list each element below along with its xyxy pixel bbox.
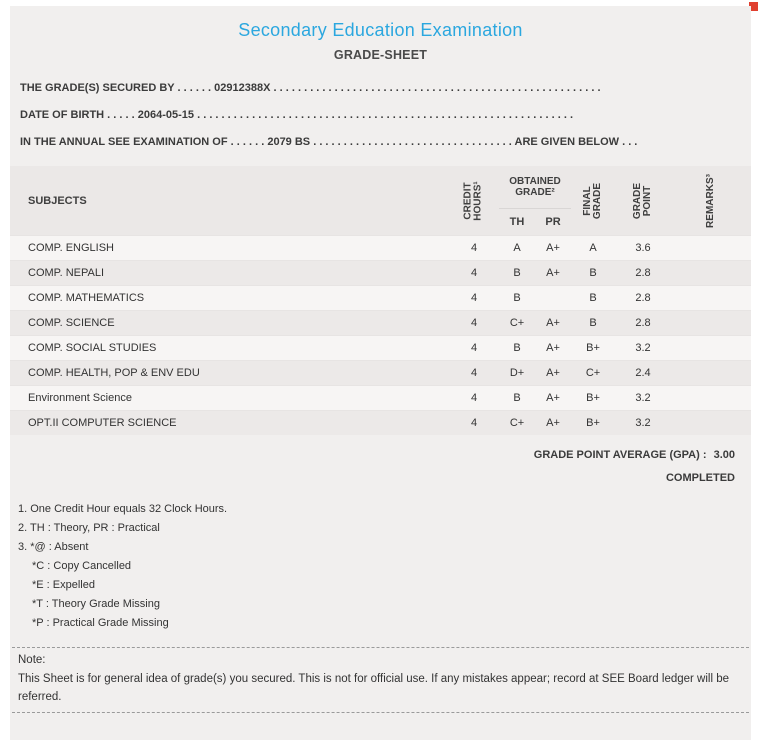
remarks-cell — [671, 361, 751, 386]
col-header-credit-hours — [449, 166, 499, 236]
final-grade-line1: FINAL — [582, 185, 593, 216]
candidate-info — [10, 75, 751, 156]
th-grade-cell: B — [499, 261, 535, 286]
table-body — [10, 236, 751, 436]
obtained-grade-label: OBTAINED GRADE² — [509, 176, 561, 198]
remarks-cell — [671, 261, 751, 286]
credit-hours-line1: CREDIT — [462, 181, 474, 220]
dotted-leader: . . . . . . . . . . . . . . . . . . . . . . . . . . . . . . . . . . . . . . . . . . . . . . . . . . . . . . — [273, 82, 601, 94]
table-row — [10, 336, 751, 361]
grade-sheet-panel — [10, 6, 751, 740]
table-row — [10, 261, 751, 286]
credit-hours-rotated-label — [464, 181, 484, 220]
table-header — [10, 166, 751, 236]
remarks-cell — [671, 236, 751, 261]
final-grade-line2: GRADE — [592, 182, 603, 219]
subject-cell: COMP. SCIENCE — [10, 311, 449, 336]
final-grade-cell: B+ — [571, 336, 615, 361]
subject-cell: COMP. MATHEMATICS — [10, 286, 449, 311]
table-row — [10, 386, 751, 411]
note-heading: Note: — [18, 654, 46, 666]
pr-grade-cell: A+ — [535, 261, 571, 286]
grade-point-cell: 3.2 — [615, 336, 671, 361]
note-text: This Sheet is for general idea of grade(s) you secured. This is not for official use. If any mistakes appear; record at SEE Board ledger will be referred. — [18, 673, 730, 703]
table-row — [10, 311, 751, 336]
credit-hours-cell: 4 — [449, 386, 499, 411]
final-grade-cell: B+ — [571, 411, 615, 436]
col-header-obtained-grade — [499, 166, 571, 209]
footnotes — [10, 500, 751, 633]
date-of-birth-line — [20, 102, 741, 129]
page-title: Secondary Education Examination — [238, 20, 523, 40]
credit-hours-cell: 4 — [449, 261, 499, 286]
final-grade-cell: B — [571, 286, 615, 311]
footnote-item: 1. One Credit Hour equals 32 Clock Hours. — [18, 503, 228, 515]
remarks-line1: REMARKS³ — [704, 174, 716, 228]
grade-point-cell: 2.8 — [615, 311, 671, 336]
grade-point-cell: 3.6 — [615, 236, 671, 261]
subject-cell: COMP. NEPALI — [10, 261, 449, 286]
col-header-th: TH — [499, 209, 535, 236]
date-of-birth-value: 2064-05-15 — [137, 109, 195, 121]
th-grade-cell: B — [499, 286, 535, 311]
examination-year-value: 2079 BS — [267, 136, 311, 148]
remarks-cell — [671, 336, 751, 361]
dotted-leader: . . . . . . . . . . . . . . . . . . . . . . . . . . . . . . . . . — [313, 136, 512, 148]
are-given-below-label: ARE GIVEN BELOW . . . — [514, 136, 638, 148]
footnote-sub-item: *E : Expelled — [32, 579, 95, 591]
col-header-pr: PR — [535, 209, 571, 236]
secured-by-label: THE GRADE(S) SECURED BY . . . . . . — [20, 82, 212, 94]
col-header-grade-point — [615, 166, 671, 236]
note-section — [10, 648, 751, 706]
credit-hours-cell: 4 — [449, 311, 499, 336]
subject-cell: COMP. SOCIAL STUDIES — [10, 336, 449, 361]
credit-hours-cell: 4 — [449, 286, 499, 311]
remarks-cell — [671, 286, 751, 311]
remarks-rotated-label — [706, 174, 716, 228]
remarks-cell — [671, 386, 751, 411]
final-grade-cell: C+ — [571, 361, 615, 386]
date-of-birth-label: DATE OF BIRTH . . . . . — [20, 109, 135, 121]
gpa-line — [10, 449, 751, 461]
footnote-item: 3. *@ : Absent — [18, 541, 89, 553]
th-grade-cell: C+ — [499, 311, 535, 336]
table-row — [10, 286, 751, 311]
table-row — [10, 361, 751, 386]
subject-cell: OPT.II COMPUTER SCIENCE — [10, 411, 449, 436]
remarks-cell — [671, 311, 751, 336]
pr-grade-cell: A+ — [535, 336, 571, 361]
gpa-value: 3.00 — [713, 449, 735, 461]
footnote-sub-item: *T : Theory Grade Missing — [32, 598, 160, 610]
table-row — [10, 411, 751, 436]
th-grade-cell: A — [499, 236, 535, 261]
credit-hours-cell: 4 — [449, 361, 499, 386]
pr-grade-cell: A+ — [535, 361, 571, 386]
footnote-sub-item: *P : Practical Grade Missing — [32, 617, 169, 629]
subject-cell: COMP. ENGLISH — [10, 236, 449, 261]
symbol-number-value: 02912388X — [214, 82, 271, 94]
credit-hours-cell: 4 — [449, 236, 499, 261]
grade-point-cell: 3.2 — [615, 411, 671, 436]
final-grade-cell: B — [571, 261, 615, 286]
th-grade-cell: C+ — [499, 411, 535, 436]
subject-cell: Environment Science — [10, 386, 449, 411]
pr-grade-cell: A+ — [535, 411, 571, 436]
final-grade-cell: A — [571, 236, 615, 261]
pr-grade-cell: A+ — [535, 311, 571, 336]
subject-cell: COMP. HEALTH, POP & ENV EDU — [10, 361, 449, 386]
grade-point-rotated-label — [633, 182, 653, 218]
gpa-label: GRADE POINT AVERAGE (GPA) : — [533, 449, 707, 461]
examination-label: IN THE ANNUAL SEE EXAMINATION OF . . . . . . — [20, 136, 265, 148]
th-grade-cell: B — [499, 386, 535, 411]
credit-hours-line2: HOURS¹ — [472, 180, 484, 221]
th-grade-cell: D+ — [499, 361, 535, 386]
grade-sheet-heading: GRADE-SHEET — [333, 48, 428, 62]
final-grade-cell: B+ — [571, 386, 615, 411]
grade-point-cell: 2.8 — [615, 261, 671, 286]
final-grade-rotated-label — [583, 182, 603, 218]
pr-grade-cell — [535, 286, 571, 311]
table-row — [10, 236, 751, 261]
col-header-remarks — [671, 166, 751, 236]
credit-hours-cell: 4 — [449, 411, 499, 436]
grades-table — [10, 166, 751, 435]
col-header-subjects: SUBJECTS — [10, 166, 449, 236]
grade-secured-by-line — [20, 75, 741, 102]
col-header-final-grade — [571, 166, 615, 236]
grade-point-line1: GRADE — [632, 182, 643, 219]
dashed-divider-bottom — [12, 712, 749, 713]
footnote-item: 2. TH : Theory, PR : Practical — [18, 522, 160, 534]
pr-grade-cell: A+ — [535, 236, 571, 261]
grade-point-cell: 2.8 — [615, 286, 671, 311]
remarks-cell — [671, 411, 751, 436]
examination-year-line — [20, 129, 741, 156]
grade-point-line2: POINT — [642, 185, 653, 216]
grade-point-cell: 2.4 — [615, 361, 671, 386]
pr-grade-cell: A+ — [535, 386, 571, 411]
footnote-sub-item: *C : Copy Cancelled — [32, 560, 132, 572]
grade-point-cell: 3.2 — [615, 386, 671, 411]
dotted-leader: . . . . . . . . . . . . . . . . . . . . . . . . . . . . . . . . . . . . . . . . . . . . . . . . . . . . . . . . . . . . . . — [197, 109, 574, 121]
completion-status: COMPLETED — [665, 472, 735, 484]
credit-hours-cell: 4 — [449, 336, 499, 361]
th-grade-cell: B — [499, 336, 535, 361]
final-grade-cell: B — [571, 311, 615, 336]
